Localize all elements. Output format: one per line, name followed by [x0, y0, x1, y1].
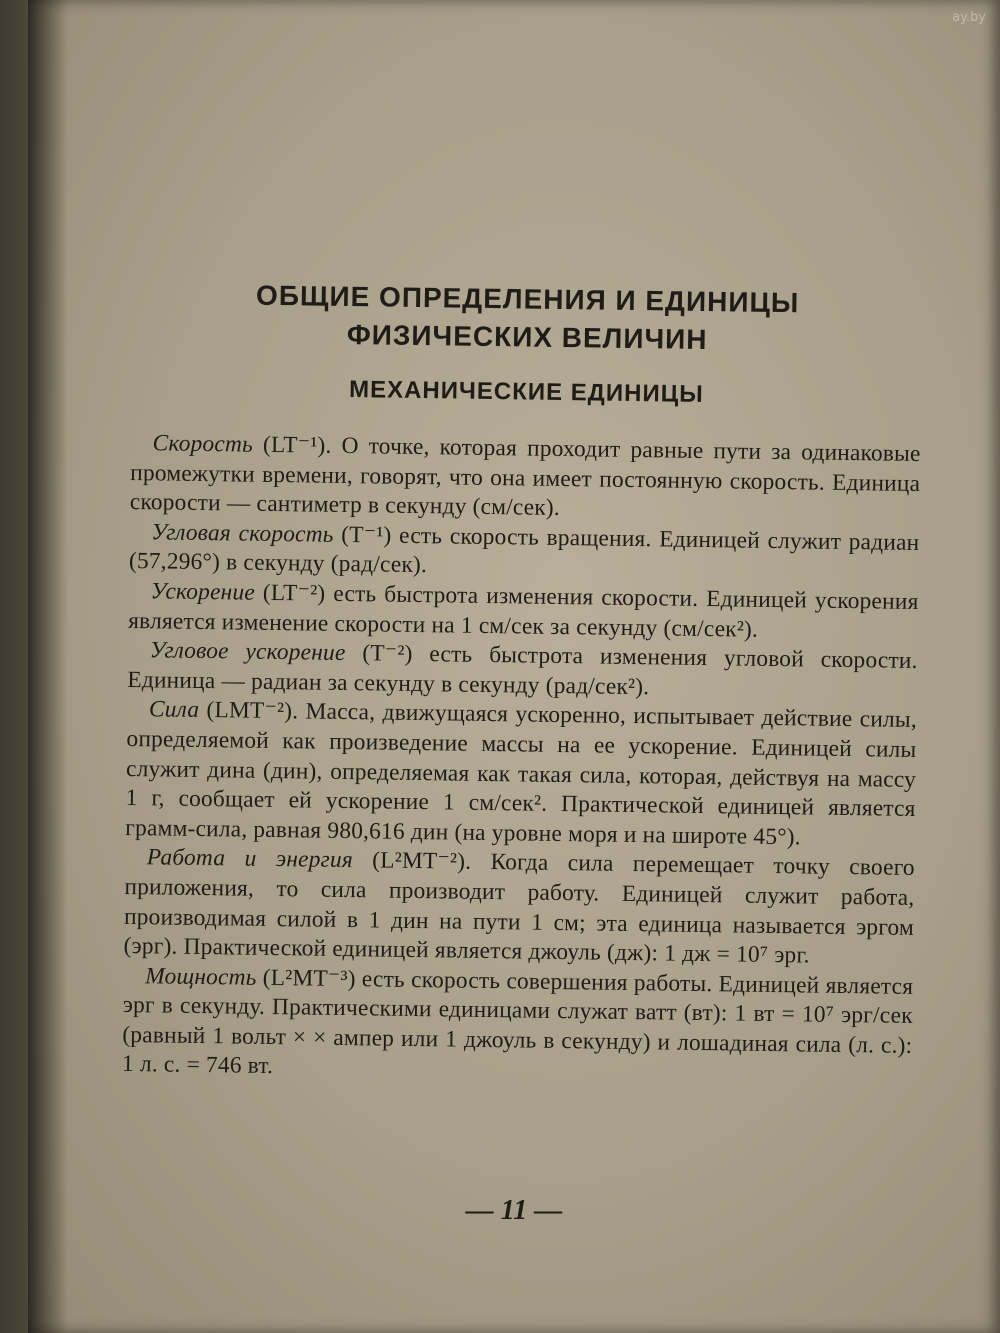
paragraph-force: [125, 695, 917, 854]
page-number: — 11 —: [465, 1195, 563, 1226]
title-line-1: ОБЩИЕ ОПРЕДЕЛЕНИЯ И ЕДИНИЦЫ: [255, 279, 800, 319]
paragraph-text: (L²MT⁻³) есть скорость совершения работы. Единицей является эрг в секунду. Практическими единицами служат ватт (вт): 1 вт = 10⁷ эрг/сек (равный 1 вольт × × ампер или 1 джоуль в секунду) и лошадиная сила (л. с.): 1 л. с. = 746 вт.: [121, 964, 914, 1080]
paragraph-text: (LMT⁻²). Масса, движущаяся ускоренно, испытывает действие силы, определяемой как произведение массы на ее ускорение. Единицей силы служит дина (дин), определяемая как такая сила, которая, действуя на массу 1 г, сообщает ей ускорение 1 см/сек². Практической единицей является грамм-сила, равная 980,616 дин (на уровне моря и на широте 45°).: [125, 697, 918, 851]
page-content: [122, 275, 923, 1091]
paragraph-text: (T⁻²) есть быстрота изменения угловой скорости. Единица — радиан за секунду в секунду (рад/сек²).: [127, 640, 918, 700]
page-title: [132, 275, 923, 362]
paragraph-angular-velocity: [129, 518, 920, 588]
spine-shadow: [28, 0, 68, 1333]
term: Угловое ускорение: [149, 637, 346, 667]
term: Сила: [148, 696, 200, 724]
term: Ускорение: [150, 578, 256, 606]
paragraph-text: (LT⁻²) есть быстрота изменения скорости. Единицей ускорения является изменение скорости на 1 см/сек за секунду (см/сек²).: [127, 579, 919, 643]
watermark: ay.by: [952, 10, 986, 25]
paragraph-work-energy: [123, 843, 915, 972]
title-line-2: ФИЗИЧЕСКИХ ВЕЛИЧИН: [346, 318, 708, 356]
paragraph-text: (LT⁻¹). О точке, которая проходит равные пути за одинаковые промежутки времени, говорят, что она имеет постоянную скорость. Единица скорости — сантиметр в секунду (см/сек).: [129, 431, 921, 522]
paragraph-text: (T⁻¹) есть скорость вращения. Единицей служит радиан (57,296°) в секунду (рад/сек).: [128, 521, 920, 579]
book-page: [28, 0, 1000, 1333]
term: Мощность: [145, 962, 257, 991]
section-title: МЕХАНИЧЕСКИЕ ЕДИНИЦЫ: [348, 376, 704, 408]
term: Скорость: [152, 430, 254, 458]
paragraph-velocity: [130, 429, 921, 529]
paragraph-acceleration: [128, 577, 919, 647]
paragraph-power: [122, 962, 914, 1091]
paragraph-text: (L²MT⁻²). Когда сила перемещает точку своего приложения, то сила производит работу. Единицей служит работа, производимая силой в 1 дин на пути 1 см; эта единица называется эргом (эрг). Практической единицей является джоуль (дж): 1 дж = 10⁷ эрг.: [123, 847, 915, 969]
term: Работа и энергия: [146, 844, 354, 874]
term: Угловая скорость: [151, 519, 334, 548]
paragraph-angular-acceleration: [127, 636, 918, 706]
